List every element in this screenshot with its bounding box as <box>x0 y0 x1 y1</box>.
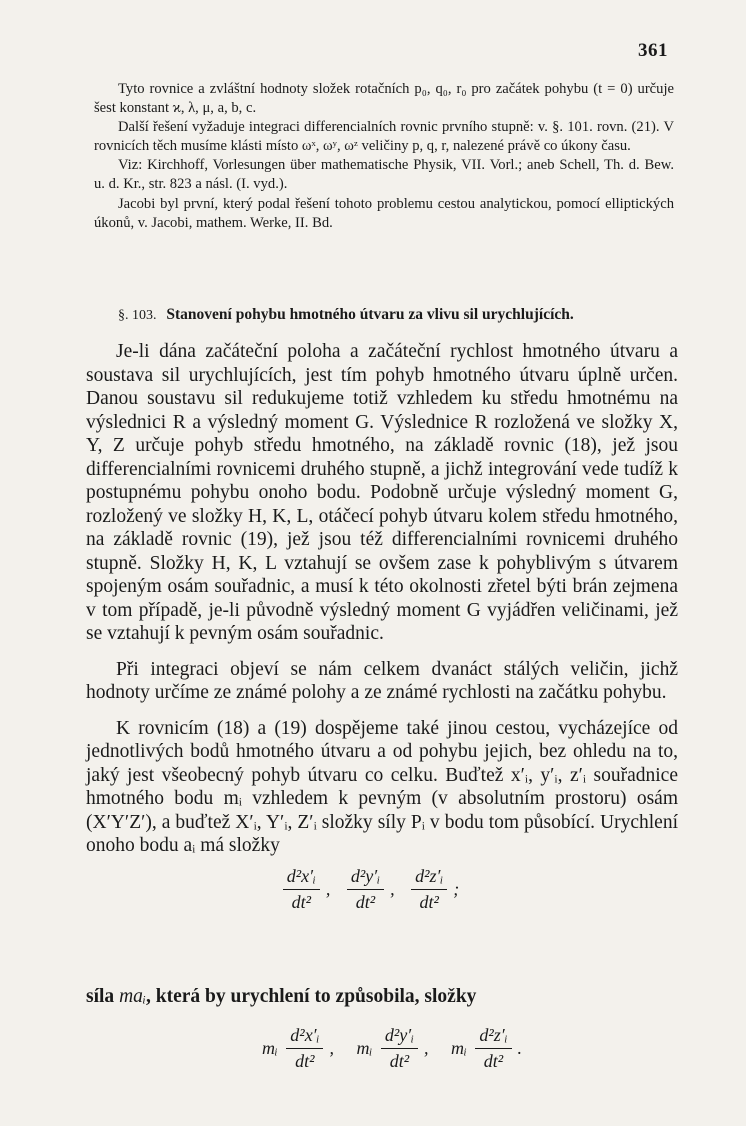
body-text <box>86 340 678 858</box>
fraction: $\frac{\text{d²y′ᵢ}}{\text{dt²}}$ <box>347 866 384 913</box>
note-paragraph: Tyto rovnice a zvláštní hodnoty složek rotačních p₀, q₀, r₀ pro začátek pohybu (t = 0) určuje šest konstant ϰ, λ, μ, a, b, c. <box>94 81 674 117</box>
body-paragraph: K rovnicím (18) a (19) dospějeme také jinou cestou, vycházejíce od jednotlivých bodů hmotného útvaru a od pohybu jejich, bez ohledu na to, jaký jest všeobecný pohyb útvaru co celku. Buďtež x′ᵢ, y′ᵢ, z′ᵢ souřadnice hmotného bodu mᵢ vzhledem k pevným (v absolutním prostoru) osám (X′Y′Z′), a buďtež X′ᵢ, Y′ᵢ, Z′ᵢ složky síly Pᵢ v bodu tom působící. Urychlení onoho bodu aᵢ má složky <box>86 717 678 856</box>
section-heading <box>118 305 678 326</box>
force-word: síla <box>86 986 115 1007</box>
fraction: $\frac{\text{d²x′ᵢ}}{\text{dt²}}$ <box>286 1025 323 1072</box>
fraction: $\frac{\text{d²z′ᵢ}}{\text{dt²}}$ <box>475 1025 511 1072</box>
fraction: $\frac{\text{d²x′ᵢ}}{\text{dt²}}$ <box>283 866 320 913</box>
force-sentence <box>86 985 678 1009</box>
section-number: §. 103. <box>118 308 157 323</box>
note-paragraph: Viz: Kirchhoff, Vorlesungen über mathematische Physik, VII. Vorl.; aneb Schell, Th. d. Bew. u. d. Kr., str. 823 a násl. (I. vyd.). <box>94 157 674 193</box>
note-paragraph: Další řešení vyžaduje integraci differencialních rovnic prvního stupně: v. §. 101. rovn. (21). V rovnicích těch musíme klásti místo ωˣ, ωʸ, ωᶻ veličiny p, q, r, nalezené právě co úkony času. <box>94 119 674 155</box>
page-number: 361 <box>638 40 668 61</box>
force-components-equation: mᵢ $\frac{\text{d²x′ᵢ}}{\text{dt²}}$ , mᵢ $\frac{\text{d²y′ᵢ}}{\text{dt²}}$ , mᵢ $\frac{\text{d²z′ᵢ}}{\text{dt²}}$ . <box>261 1025 523 1071</box>
body-paragraph: Je-li dána začáteční poloha a začáteční rychlost hmotného útvaru a soustava sil urychlujících, jest tím pohyb hmotného útvaru úplně určen. Danou soustavu sil redukujeme totiž vzhledem ku středu hmotnému na výslednici R a výsledný moment G. Výslednice R rozložená ve složky X, Y, Z určuje pohyb středu hmotného, na základě rovnic (18), jež jsou differencialními rovnicemi druhého stupně, a jichž integrování vede tudíž k postupnému pohybu onoho bodu. Podobně určuje výsledný moment G, rozložený ve složky H, K, L, otáčecí pohyb útvaru kolem středu hmotného, na základě rovnic (19), jež jsou též differencialními rovnicemi druhého stupně. Složky H, K, L vztahují se ovšem zase k pohyblivým s útvarem spojeným osám souřadnic, a musí k této okolnosti zřetel býti brán zejmena v tom případě, je-li původně výsledný moment G vyjádřen veličinami, jež se vztahují k pevným osám souřadnic. <box>86 341 678 644</box>
force-text: , která by urychlení to způsobila, složky <box>145 986 477 1007</box>
note-paragraph: Jacobi byl první, který podal řešení tohoto problemu cestou analytickou, pomocí elliptických úkonů, v. Jacobi, mathem. Werke, II. Bd. <box>94 195 674 231</box>
body-paragraph: Při integraci objeví se nám celkem dvanáct stálých veličin, jichž hodnoty určíme ze známé polohy a ze známé rychlosti na začátku pohybu. <box>86 658 678 703</box>
footnotes-block <box>94 80 674 233</box>
fraction: $\frac{\text{d²z′ᵢ}}{\text{dt²}}$ <box>411 866 447 913</box>
section-title: Stanovení pohybu hmotného útvaru za vlivu sil urychlujících. <box>166 306 574 323</box>
fraction: $\frac{\text{d²y′ᵢ}}{\text{dt²}}$ <box>381 1025 418 1072</box>
mass-symbol: maᵢ <box>119 986 146 1007</box>
acceleration-components-equation: $\frac{\text{d²x′ᵢ}}{\text{dt²}}$ , $\frac{\text{d²y′ᵢ}}{\text{dt²}}$ , $\frac{\text{d²z′ᵢ}}{\text{dt²}}$ ; <box>0 866 746 913</box>
